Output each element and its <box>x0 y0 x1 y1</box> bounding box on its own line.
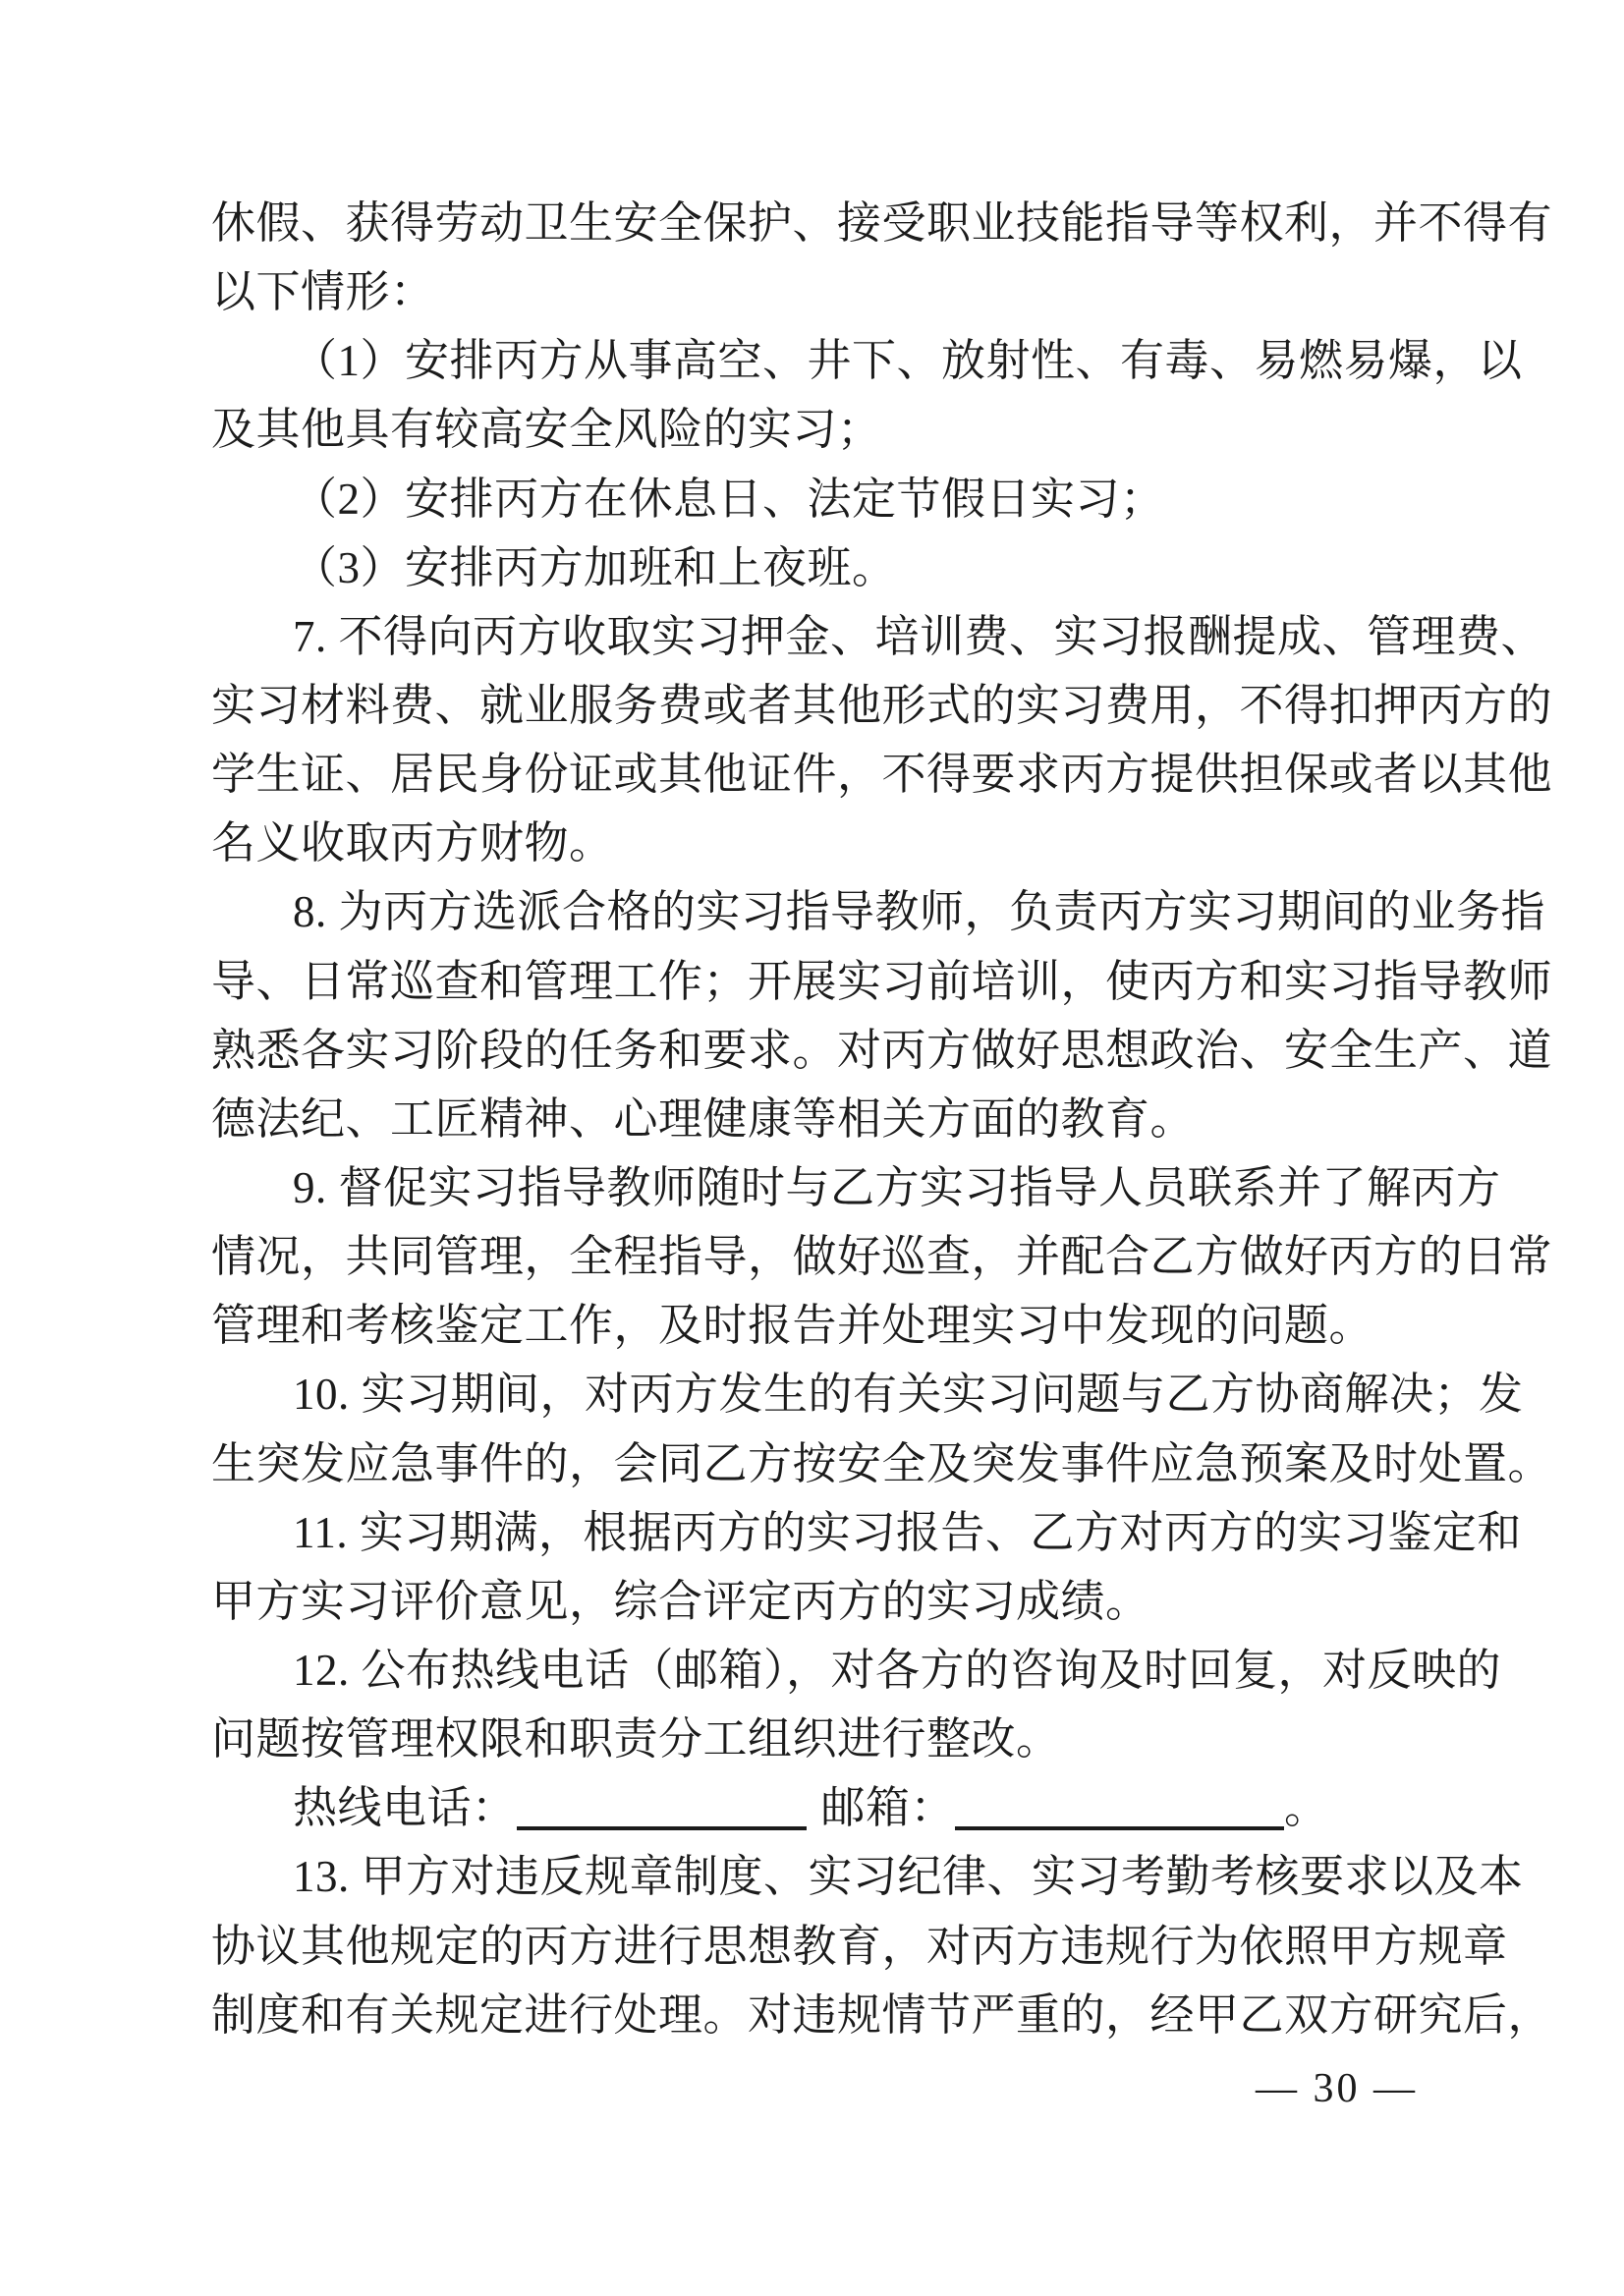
document-line: 德法纪、工匠精神、心理健康等相关方面的教育。 <box>211 1093 1196 1144</box>
document-line: 实习材料费、就业服务费或者其他形式的实习费用，不得扣押丙方的 <box>211 680 1553 730</box>
document-line: 10. 实习期间，对丙方发生的有关实习问题与乙方协商解决；发 <box>293 1370 1524 1420</box>
document-line: 11. 实习期满，根据丙方的实习报告、乙方对丙方的实习鉴定和 <box>293 1507 1522 1557</box>
document-line: 7. 不得向丙方收取实习押金、培训费、实习报酬提成、管理费、 <box>293 611 1546 661</box>
document-line: 9. 督促实习指导教师随时与乙方实习指导人员联系并了解丙方 <box>293 1162 1501 1212</box>
sentence-period: 。 <box>1284 1783 1329 1833</box>
document-line: 导、日常巡查和管理工作；开展实习前培训，使丙方和实习指导教师 <box>211 956 1553 1006</box>
document-line: 问题按管理权限和职责分工组织进行整改。 <box>211 1714 1061 1764</box>
document-line: 以下情形： <box>211 267 435 317</box>
document-line: 8. 为丙方选派合格的实习指导教师，负责丙方实习期间的业务指 <box>293 887 1546 937</box>
document-line: 休假、获得劳动卫生安全保护、接受职业技能指导等权利，并不得有 <box>211 198 1553 248</box>
document-line: 管理和考核鉴定工作，及时报告并处理实习中发现的问题。 <box>211 1301 1374 1351</box>
hotline-phone-label: 热线电话： <box>293 1783 517 1833</box>
document-line: 协议其他规定的丙方进行思想教育，对丙方违规行为依照甲方规章 <box>211 1921 1508 1971</box>
document-line: 情况，共同管理，全程指导，做好巡查，并配合乙方做好丙方的日常 <box>211 1232 1553 1282</box>
document-line: 学生证、居民身份证或其他证件，不得要求丙方提供担保或者以其他 <box>211 750 1553 800</box>
page-number: — 30 — <box>1256 2066 1418 2111</box>
document-line: 甲方实习评价意见，综合评定丙方的实习成绩。 <box>211 1576 1150 1626</box>
document-line <box>211 1773 1434 1842</box>
document-line: 及其他具有较高安全风险的实习； <box>211 405 882 455</box>
document-line: 名义收取丙方财物。 <box>211 818 614 868</box>
document-line: 制度和有关规定进行处理。对违规情节严重的，经甲乙双方研究后， <box>211 1989 1553 2040</box>
document-line: （2）安排丙方在休息日、法定节假日实习； <box>293 474 1165 524</box>
document-line: 熟悉各实习阶段的任务和要求。对丙方做好思想政治、安全生产、道 <box>211 1025 1553 1075</box>
document-line: 生突发应急事件的，会同乙方按安全及突发事件应急预案及时处置。 <box>211 1438 1553 1488</box>
document-body <box>211 189 1553 2049</box>
document-line: （3）安排丙方加班和上夜班。 <box>293 542 897 592</box>
document-line: 13. 甲方对违反规章制度、实习纪律、实习考勤考核要求以及本 <box>293 1852 1524 1902</box>
document-line: （1）安排丙方从事高空、井下、放射性、有毒、易燃易爆，以 <box>293 336 1523 386</box>
hotline-phone-blank-field <box>517 1785 807 1830</box>
hotline-email-blank-field <box>955 1785 1284 1830</box>
hotline-email-label: 邮箱： <box>820 1783 956 1833</box>
document-line: 12. 公布热线电话（邮箱），对各方的咨询及时回复，对反映的 <box>293 1645 1502 1695</box>
